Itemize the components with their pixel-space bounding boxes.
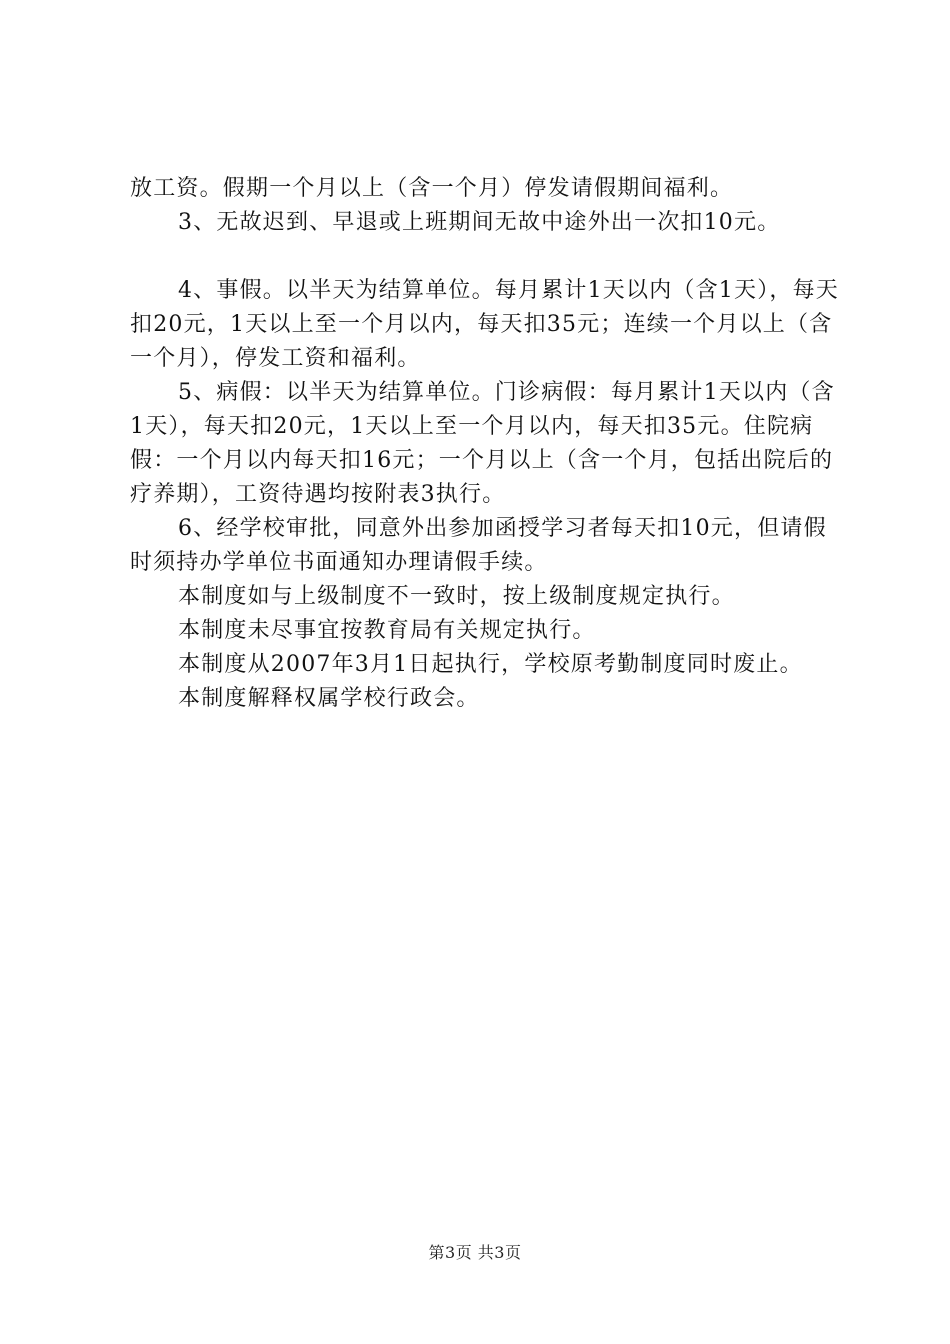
- paragraph-rule-superior: 本制度如与上级制度不一致时，按上级制度规定执行。: [178, 584, 735, 609]
- paragraph-rule-effective-date: 本制度从2007年3月1日起执行，学校原考勤制度同时废止。: [178, 652, 803, 677]
- paragraph-item-6: 6、经学校审批，同意外出参加函授学习者每天扣10元，但请假时须持办学单位书面通知办理请假手续。: [130, 516, 827, 575]
- paragraph-rule-interpretation: 本制度解释权属学校行政会。: [178, 686, 480, 711]
- paragraph-item-5: 5、病假：以半天为结算单位。门诊病假：每月累计1天以内（含1天），每天扣20元，1天以上至一个月以内，每天扣35元。住院病假：一个月以内每天扣16元；一个月以上（含一个月，包括出院后的疗养期），工资待遇均按附表3执行。: [130, 380, 835, 507]
- paragraph-item-4: 4、事假。以半天为结算单位。每月累计1天以内（含1天），每天扣20元，1天以上至一个月以内，每天扣35元；连续一个月以上（含一个月），停发工资和福利。: [130, 278, 839, 371]
- paragraph-continuation: 放工资。假期一个月以上（含一个月）停发请假期间福利。: [130, 176, 734, 201]
- page-footer: 第3页 共3页: [428, 1243, 522, 1262]
- document-body: [130, 172, 842, 716]
- paragraph-rule-unspecified: 本制度未尽事宜按教育局有关规定执行。: [178, 618, 596, 643]
- paragraph-item-3: 3、无故迟到、早退或上班期间无故中途外出一次扣10元。: [178, 210, 781, 235]
